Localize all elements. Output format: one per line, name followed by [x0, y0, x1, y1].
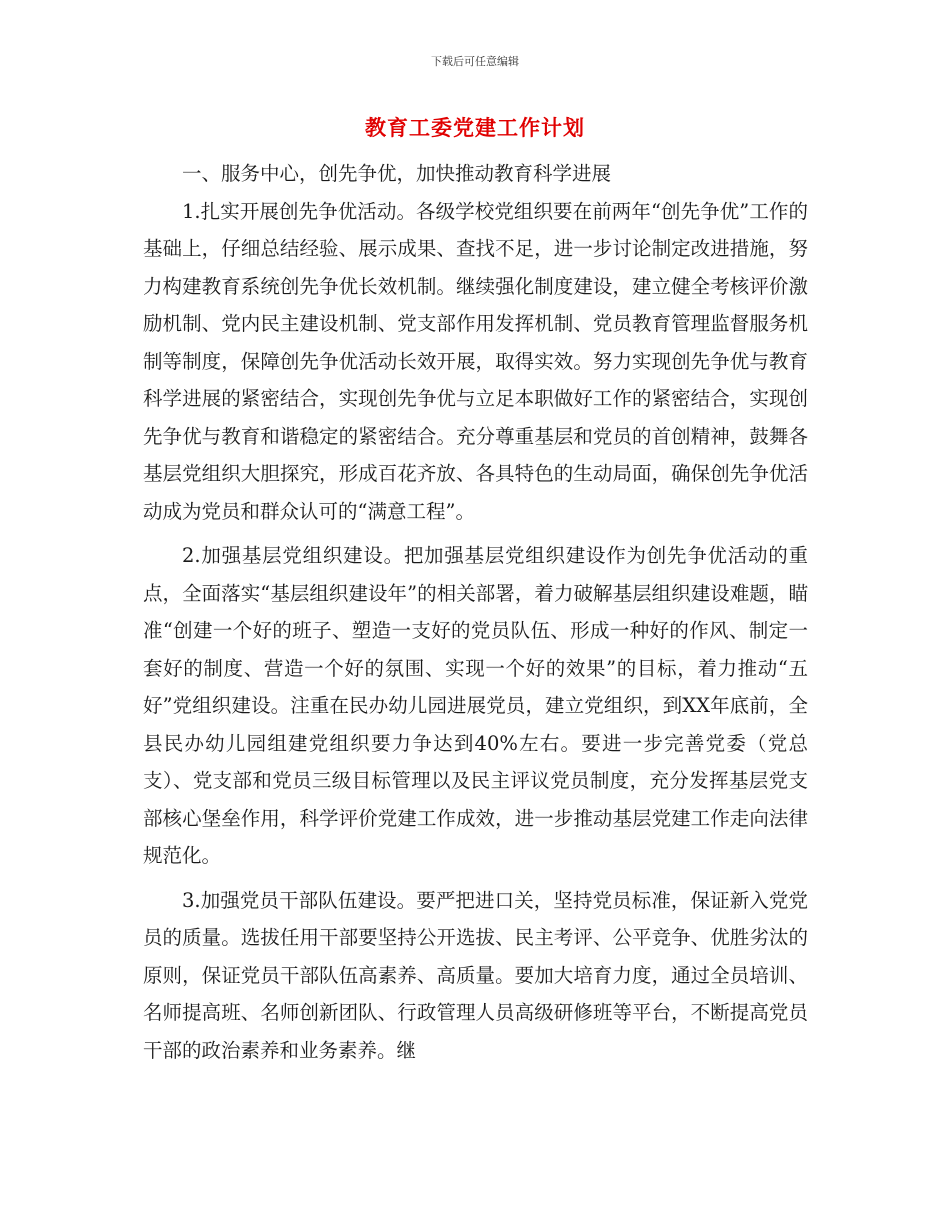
document-title: 教育工委党建工作计划 — [365, 116, 585, 140]
paragraph-3: 3.加强党员干部队伍建设。要严把进口关，坚持党员标准，保证新入党党员的质量。选拔任用干部要坚持公开选拔、民主考评、公平竞争、优胜劣汰的原则，保证党员干部队伍高素养、高质量。要加大培育力度，通过全员培训、名师提高班、名师创新团队、行政管理人员高级研修班等平台，不断提高党员干部的政治素养和业务素养。继 — [143, 888, 808, 1062]
document-body — [143, 155, 808, 1069]
paragraph-2: 2.加强基层党组织建设。把加强基层党组织建设作为创先争优活动的重点，全面落实“基层组织建设年”的相关部署，着力破解基层组织建设难题，瞄准“创建一个好的班子、塑造一支好的党员队伍、形成一种好的作风、制定一套好的制度、营造一个好的氛围、实现一个好的效果”的目标，着力推动“五好”党组织建设。注重在民办幼儿园进展党员，建立党组织，到XX年底前，全县民办幼儿园组建党组织要力争达到40%左右。要进一步完善党委（党总支）、党支部和党员三级目标管理以及民主评议党员制度，充分发挥基层党支部核心堡垒作用，科学评价党建工作成效，进一步推动基层党建工作走向法律规范化。 — [143, 544, 808, 867]
paragraph-1: 1.扎实开展创先争优活动。各级学校党组织要在前两年“创先争优”工作的基础上，仔细总结经验、展示成果、查找不足，进一步讨论制定改进措施，努力构建教育系统创先争优长效机制。继续强化制度建设，建立健全考核评价激励机制、党内民主建设机制、党支部作用发挥机制、党员教育管理监督服务机制等制度，保障创先争优活动长效开展，取得实效。努力实现创先争优与教育科学进展的紧密结合，实现创先争优与立足本职做好工作的紧密结合，实现创先争优与教育和谐稳定的紧密结合。充分尊重基层和党员的首创精神，鼓舞各基层党组织大胆探究，形成百花齐放、各具特色的生动局面，确保创先争优活动成为党员和群众认可的“满意工程”。 — [143, 199, 808, 523]
section-heading: 一、服务中心，创先争优，加快推动教育科学进展 — [182, 162, 612, 185]
page-header-note: 下载后可任意编辑 — [431, 55, 519, 68]
